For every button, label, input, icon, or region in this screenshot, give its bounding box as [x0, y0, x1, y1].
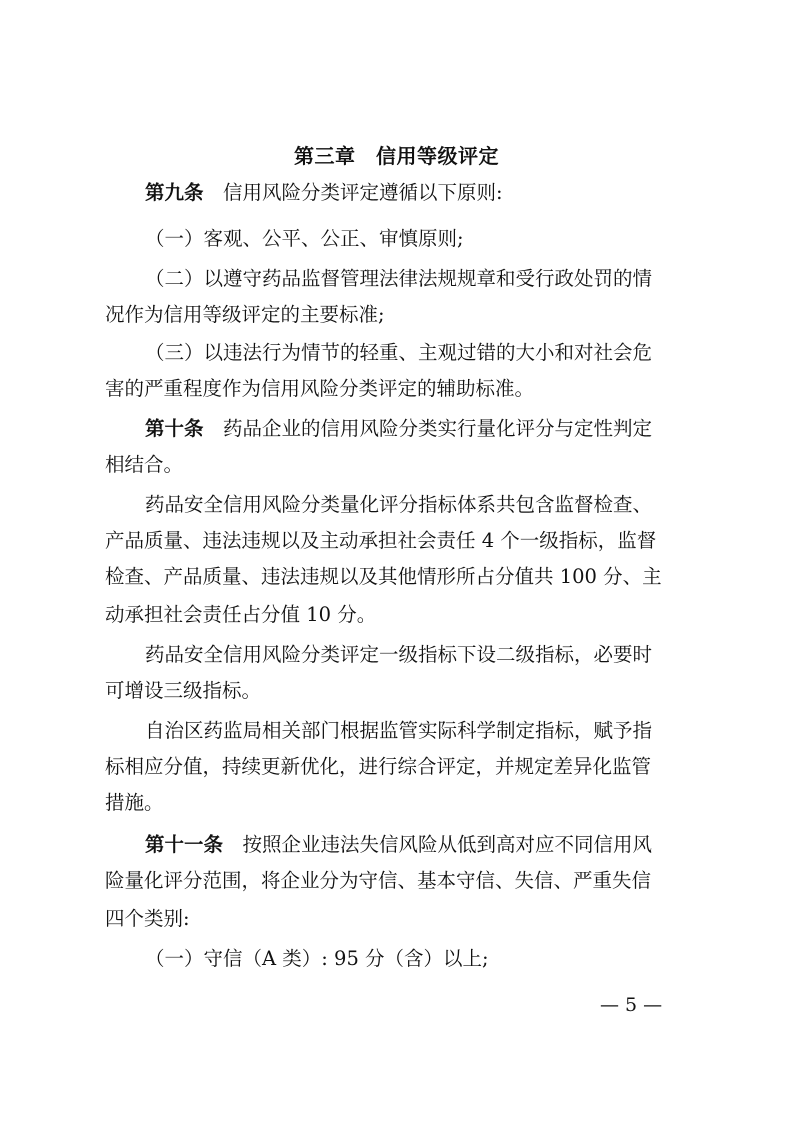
article-9-item-3-line-1: （三）以违法行为情节的轻重、主观过错的大小和对社会危 [145, 341, 653, 364]
paragraph-1-line-4: 动承担社会责任占分值 10 分。 [105, 603, 377, 626]
paragraph-3-line-1: 自治区药监局相关部门根据监管实际科学制定指标，赋予指 [145, 719, 653, 742]
article-9-item-3-line-2: 害的严重程度作为信用风险分类评定的辅助标准。 [105, 377, 535, 400]
article-9-heading [145, 176, 745, 210]
page-number: — 5 — [600, 994, 663, 1016]
article-10-heading [145, 412, 745, 446]
paragraph-2-line-2: 可增设三级指标。 [105, 679, 262, 702]
paragraph-1-line-2: 产品质量、违法违规以及主动承担社会责任 4 个一级指标，监督 [105, 529, 657, 552]
article-11-label: 第十一条 [145, 833, 224, 856]
article-10-label: 第十条 [145, 417, 204, 440]
article-11-item-1: （一）守信（A 类）: 95 分（含）以上; [145, 947, 489, 970]
article-10-text: 药品企业的信用风险分类实行量化评分与定性判定 [223, 417, 653, 440]
article-11-text-line-3: 四个类别: [105, 907, 190, 930]
paragraph-3-line-2: 标相应分值，持续更新优化，进行综合评定，并规定差异化监管 [105, 755, 652, 778]
article-11-text-line-2: 险量化评分范围，将企业分为守信、基本守信、失信、严重失信 [105, 869, 652, 892]
article-11-text: 按照企业违法失信风险从低到高对应不同信用风 [242, 833, 653, 856]
paragraph-1-line-1: 药品安全信用风险分类量化评分指标体系共包含监督检查、 [145, 493, 653, 516]
chapter-title: 第三章 信用等级评定 [294, 144, 499, 168]
paragraph-3-line-3: 措施。 [105, 791, 164, 814]
article-9-item-1: （一）客观、公平、公正、审慎原则; [145, 227, 464, 250]
article-9-text: 信用风险分类评定遵循以下原则: [223, 181, 503, 204]
article-9-item-2-line-2: 况作为信用等级评定的主要标准; [105, 303, 385, 326]
article-9-item-2-line-1: （二）以遵守药品监督管理法律法规规章和受行政处罚的情 [145, 267, 653, 290]
article-11-heading [145, 828, 745, 862]
paragraph-2-line-1: 药品安全信用风险分类评定一级指标下设二级指标，必要时 [145, 643, 653, 666]
article-9-label: 第九条 [145, 181, 204, 204]
paragraph-1-line-3: 检查、产品质量、违法违规以及其他情形所占分值共 100 分、主 [105, 565, 662, 588]
article-10-text-line-2: 相结合。 [105, 453, 184, 476]
